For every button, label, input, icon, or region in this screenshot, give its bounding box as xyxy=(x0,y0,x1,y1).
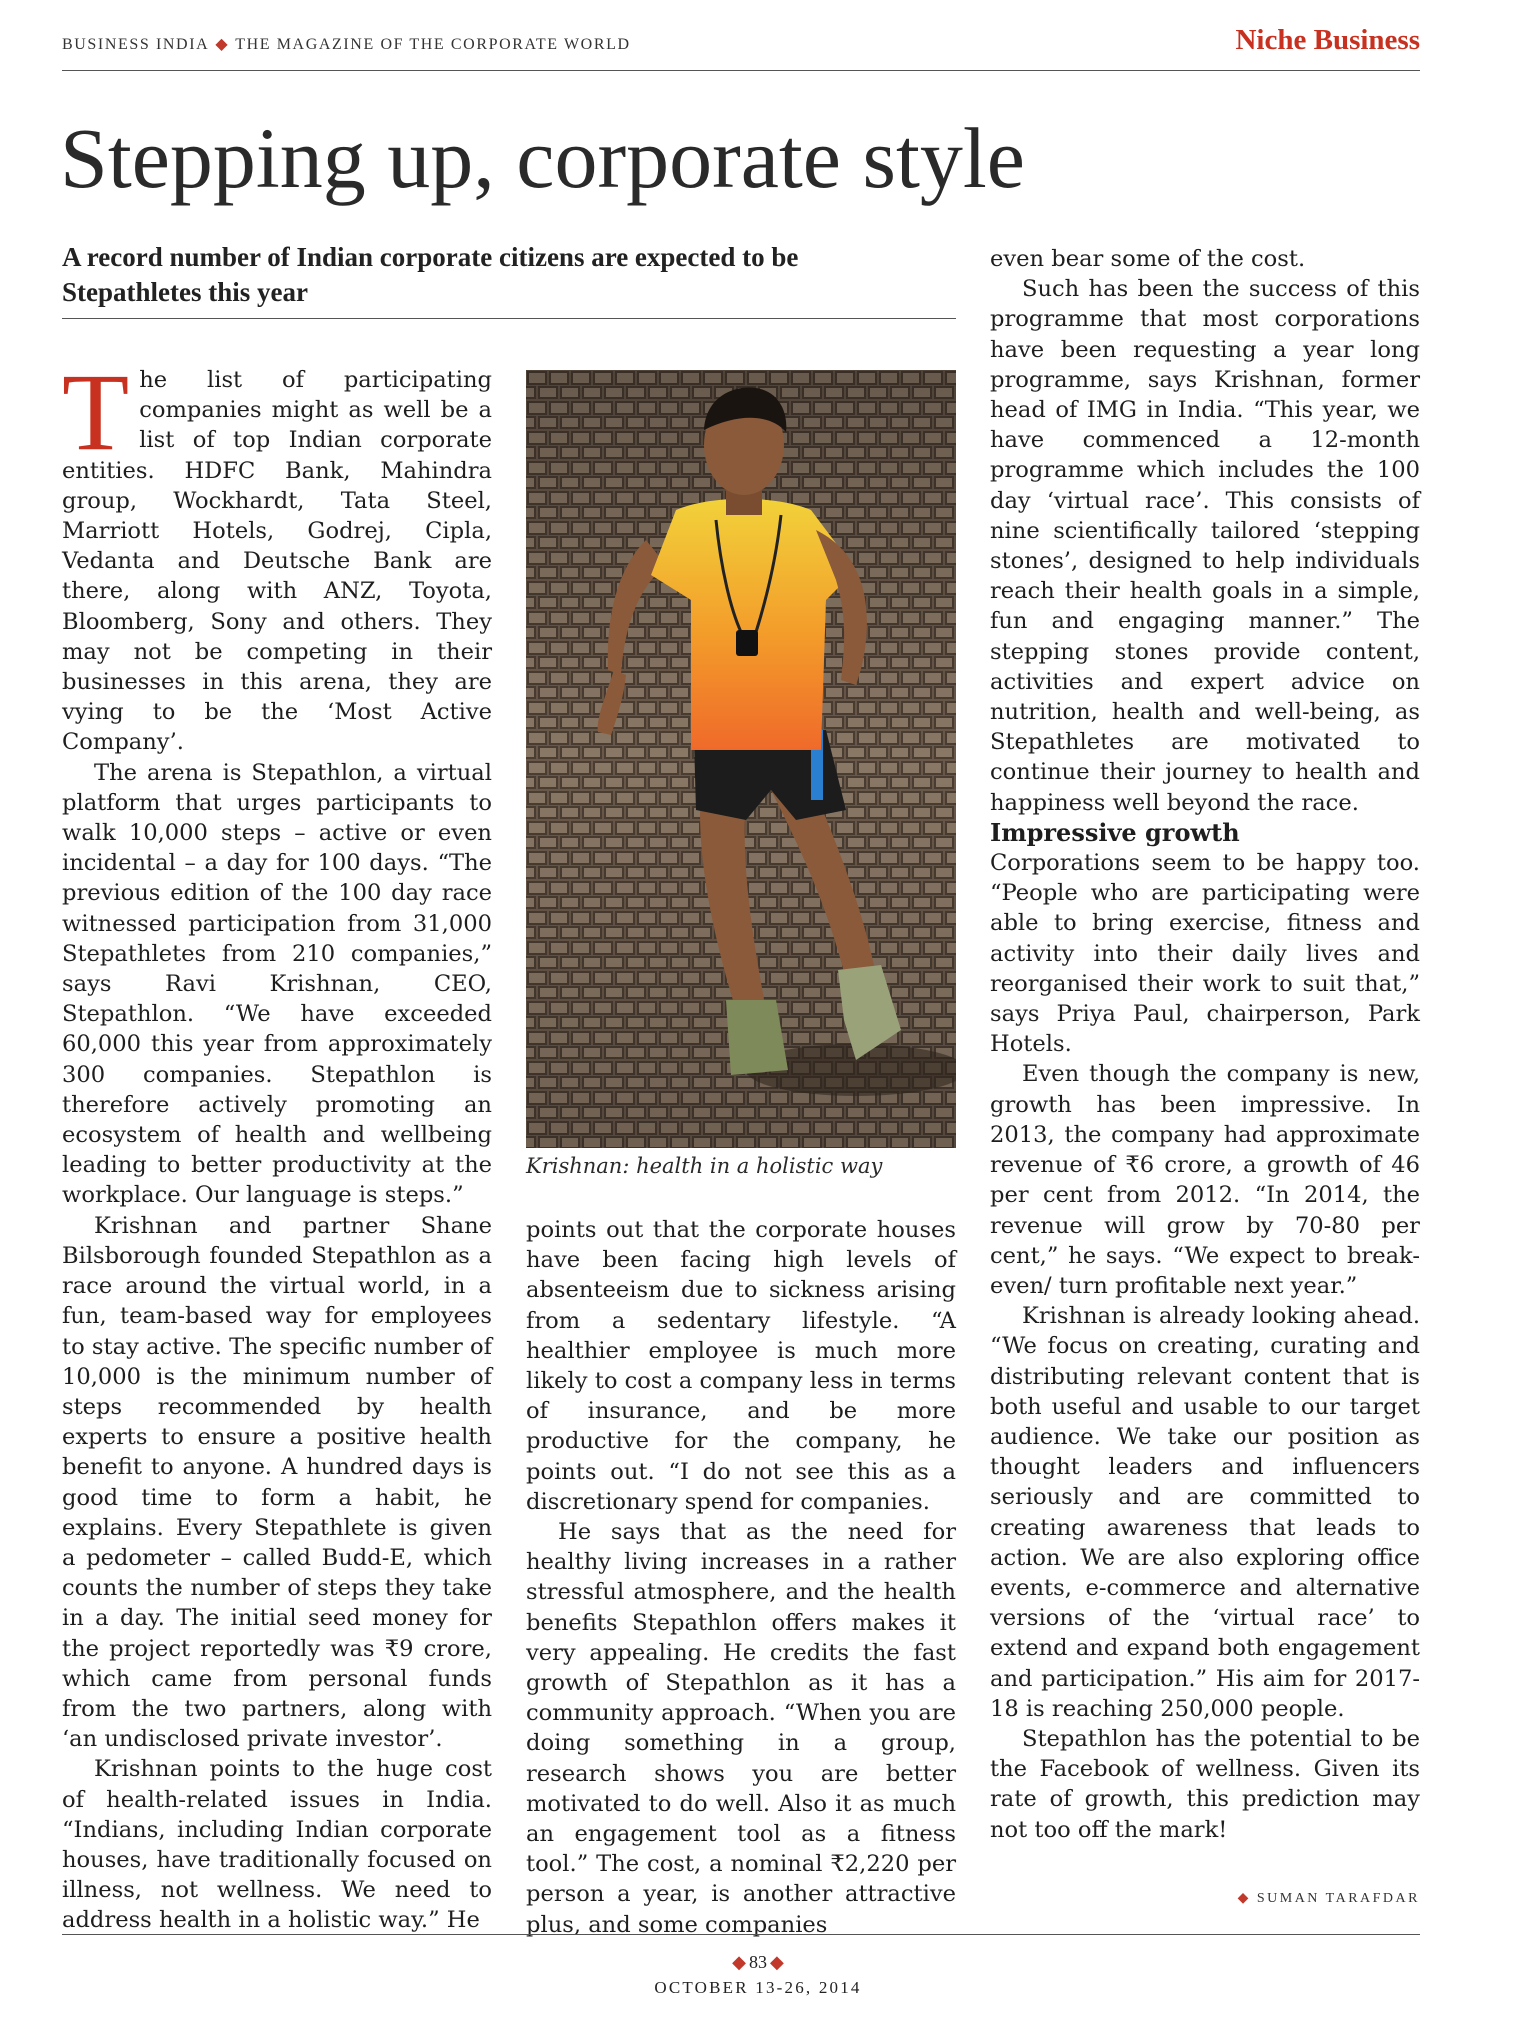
issue-date: OCTOBER 13-26, 2014 xyxy=(654,1978,862,1997)
diamond-icon: ◆ xyxy=(1237,1891,1251,1906)
article-photo xyxy=(526,370,956,1148)
paragraph: The arena is Stepathlon, a virtual platform that urges participants to walk 10,000 steps – active or even incidental – a day for 100 days. “The previous edition of the 100 day race witnessed participation from 31,000 Stepathletes from 210 companies,” says Ravi Krishnan, CEO, Stepathlon. “We have exceeded 60,000 this year from approximately 300 companies. Stepathlon is therefore actively promoting an ecosystem of health and wellbeing leading to better productivity at the workplace. Our language is steps.” xyxy=(62,759,492,1209)
article-column-1 xyxy=(62,351,492,1936)
diamond-separator-icon: ◆ xyxy=(215,36,230,53)
header-rule xyxy=(62,70,1420,71)
paragraph: The list of participating companies might as well be a list of top Indian corporate entities. HDFC Bank, Mahindra group, Wockhardt, Tata Steel, Marriott Hotels, Godrej, Cipla, Vedanta and Deutsche Bank are there, along with ANZ, Toyota, Bloomberg, Sony and others. They may not be competing in their businesses in this arena, they are vying to be the ‘Most Active Company’. xyxy=(62,351,492,756)
article-deck: A record number of Indian corporate citizens are expected to be Stepathletes this year xyxy=(62,242,799,307)
paragraph: Krishnan points to the huge cost of health-related issues in India. “Indians, including Indian corporate houses, have traditionally focused on illness, not wellness. We need to address health in a holistic way.” He xyxy=(62,1756,492,1934)
masthead xyxy=(62,34,631,54)
diamond-icon: ◆ xyxy=(770,1952,784,1972)
deck-rule xyxy=(62,318,956,319)
section-subhead: Impressive growth xyxy=(990,817,1240,847)
paragraph: Such has been the success of this programme that most corporations have been requesting a year long programme, says Krishnan, former head of IMG in India. “This year, we have commenced a 12-month programme which includes the 100 day ‘virtual race’. This consists of nine scientifically tailored ‘stepping stones’, designed to help individuals reach their health goals in a simple, fun and engaging manner.” The stepping stones provide content, activities and expert advice on nutrition, health and well-being, as Stepathletes are motivated to continue their journey to health and happiness well beyond the race. xyxy=(990,276,1420,816)
photo-caption: Krishnan: health in a holistic way xyxy=(526,1154,883,1178)
paragraph: Even though the company is new, growth has been impressive. In 2013, the company had approximate revenue of ₹6 crore, a growth of 46 per cent from 2012. “In 2014, the revenue will grow by 70-80 per cent,” he says. “We expect to break-even/ turn profitable next year.” xyxy=(990,1061,1420,1299)
paragraph: points out that the corporate houses have been facing high levels of absenteeism due to sickness arising from a sedentary lifestyle. “A healthier employee is much more likely to cost a company less in terms of insurance, and be more productive for the company, he points out. “I do not see this as a discretionary spend for companies. xyxy=(526,1217,956,1515)
publication-name: BUSINESS INDIA xyxy=(62,36,210,53)
publication-tagline: THE MAGAZINE OF THE CORPORATE WORLD xyxy=(235,36,631,53)
paragraph: Krishnan is already looking ahead. “We focus on creating, curating and distributing relevant content that is both useful and usable to our target audience. We take our position as thought leaders and influencers seriously and are committed to creating awareness that leads to action. We are also exploring office events, e-commerce and alternative versions of the ‘virtual race’ to extend and expand both engagement and participation.” His aim for 2017-18 is reaching 250,000 people. xyxy=(990,1303,1420,1722)
article-column-2 xyxy=(526,1215,956,1940)
drop-cap: T xyxy=(62,351,130,473)
footer-rule xyxy=(62,1934,1420,1935)
diamond-icon: ◆ xyxy=(732,1952,746,1972)
paragraph: even bear some of the cost. xyxy=(990,246,1306,272)
paragraph: Corporations seem to be happy too. “People who are participating were able to bring exercise, fitness and activity into their daily lives and reorganised their work to suit that,” says Priya Paul, chairperson, Park Hotels. xyxy=(990,850,1420,1058)
paragraph: Krishnan and partner Shane Bilsborough founded Stepathlon as a race around the virtual world, in a fun, team-based way for employees to stay active. The specific number of 10,000 is the minimum number of steps recommended by health experts to ensure a positive health benefit to anyone. A hundred days is good time to form a habit, he explains. Every Stepathlete is given a pedometer – called Budd-E, which counts the number of steps they take in a day. The initial seed money for the project reportedly was ₹9 crore, which came from personal funds from the two partners, along with ‘an undisclosed private investor’. xyxy=(62,1212,492,1753)
author-byline: ◆ SUMAN TARAFDAR xyxy=(1237,1891,1420,1906)
page-number: ◆ 83 ◆ xyxy=(0,1952,1516,1973)
article-column-3 xyxy=(990,244,1420,1845)
article-headline: Stepping up, corporate style xyxy=(60,110,1025,206)
section-label: Niche Business xyxy=(1235,24,1420,56)
paragraph: He says that as the need for healthy living increases in a rather stressful atmosphere, and the health benefits Stepathlon offers makes it very appealing. He credits the fast growth of Stepathlon as it has a community approach. “When you are doing something in a group, research shows you are better motivated to do well. Also it as much an engagement tool as a fitness tool.” The cost, a nominal ₹2,220 per person a year, is another attractive plus, and some companies xyxy=(526,1519,956,1938)
paragraph: Stepathlon has the potential to be the Facebook of wellness. Given its rate of growth, this prediction may not too off the mark! xyxy=(990,1725,1420,1843)
runner-photo-illustration xyxy=(526,370,956,1148)
